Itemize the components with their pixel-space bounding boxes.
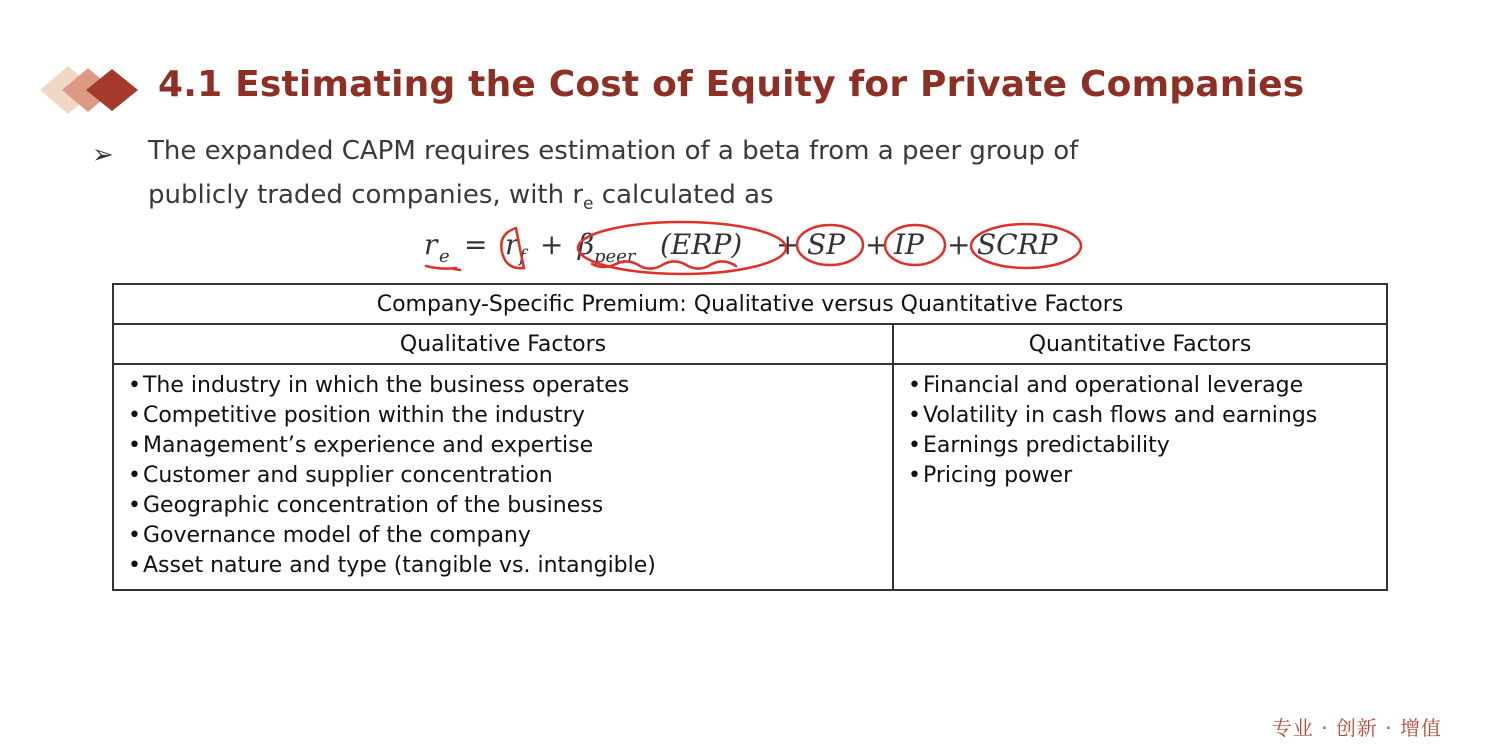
underline-re-tick: [454, 269, 460, 270]
list-item: • Customer and supplier concentration: [128, 461, 878, 491]
formula-scrp: SCRP: [977, 228, 1058, 261]
table-body-row: [113, 364, 1387, 590]
list-item: • Governance model of the company: [128, 521, 878, 551]
formula-sp: SP: [807, 228, 846, 261]
diamond-logo-icon: [40, 60, 150, 120]
list-item: • Management’s experience and expertise: [128, 431, 878, 461]
bullet-text-pre: publicly traded companies, with r: [148, 180, 584, 210]
list-item: • Competitive position within the industry: [128, 401, 878, 431]
header-quantitative: Quantitative Factors: [893, 324, 1387, 364]
list-item: • Asset nature and type (tangible vs. intangible): [128, 551, 878, 581]
bullet-text-line1: The expanded CAPM requires estimation of a beta from a peer group of: [148, 136, 1079, 166]
factors-table: [112, 283, 1388, 591]
quantitative-cell: [893, 364, 1387, 590]
capm-formula: [420, 220, 1100, 280]
list-item: • Earnings predictability: [908, 431, 1372, 461]
bullet-text-sub: e: [583, 194, 594, 214]
formula-ip: IP: [894, 228, 924, 261]
list-item: • Financial and operational leverage: [908, 371, 1372, 401]
list-item: • Pricing power: [908, 461, 1372, 491]
formula-erp: (ERP): [660, 228, 743, 261]
list-item: • Volatility in cash flows and earnings: [908, 401, 1372, 431]
list-item: • The industry in which the business operates: [128, 371, 878, 401]
table-caption-row: [113, 284, 1387, 324]
header-qualitative: Qualitative Factors: [113, 324, 893, 364]
formula-plus-3: +: [865, 228, 889, 261]
table-caption: Company-Specific Premium: Qualitative versus Quantitative Factors: [113, 284, 1387, 324]
formula-re: r: [424, 228, 438, 261]
formula-plus-2: +: [776, 228, 800, 261]
bullet-text-line2: [148, 180, 774, 214]
qualitative-list: [128, 371, 878, 581]
footer-slogan: 专业 · 创新 · 增值: [1271, 716, 1442, 740]
formula-plus-1: +: [540, 228, 564, 261]
list-item: • Geographic concentration of the business: [128, 491, 878, 521]
formula-rf: r: [505, 228, 519, 261]
page-title: 4.1 Estimating the Cost of Equity for Private Companies: [158, 64, 1305, 105]
bullet-arrow-icon: ➢: [92, 140, 114, 170]
formula-plus-4: +: [947, 228, 971, 261]
table-header-row: [113, 324, 1387, 364]
formula-beta-sub: peer: [594, 246, 636, 267]
quantitative-list: [908, 371, 1372, 491]
bullet-text-post: calculated as: [593, 180, 774, 210]
formula-re-sub: e: [439, 246, 450, 267]
formula-equals: =: [464, 228, 488, 261]
formula-beta: β: [578, 228, 595, 261]
qualitative-cell: [113, 364, 893, 590]
formula-rf-sub: f: [519, 246, 526, 267]
